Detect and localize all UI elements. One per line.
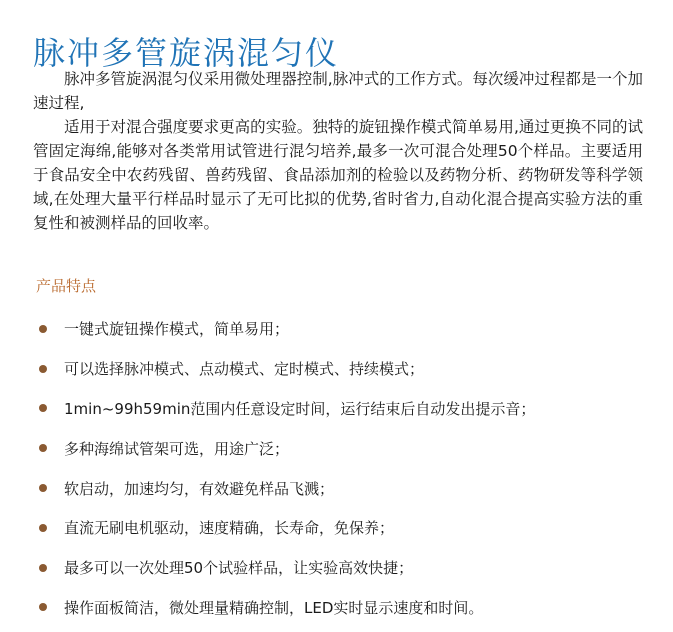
round-bullet-icon [39,325,47,333]
feature-item [0,349,673,389]
round-bullet-icon [39,564,47,572]
round-bullet-icon [39,365,47,373]
feature-item [0,428,673,468]
intro-paragraph: 脉冲多管旋涡混匀仪采用微处理器控制,脉冲式的工作方式。每次缓冲过程都是一个加速过程, [33,70,643,112]
feature-item [0,548,673,588]
feature-text: 可以选择脉冲模式、点动模式、定时模式、持续模式； [64,360,425,379]
features-list [0,309,673,627]
intro-text [33,67,643,235]
feature-item [0,389,673,429]
feature-text: 软启动，加速均匀，有效避免样品飞溅； [64,479,335,498]
feature-text: 一键式旋钮操作模式，简单易用； [64,320,290,339]
feature-item [0,309,673,349]
feature-item [0,468,673,508]
round-bullet-icon [39,603,47,611]
feature-text: 直流无刷电机驱动，速度精确，长寿命，免保养； [64,519,395,538]
feature-text: 1min~99h59min范围内任意设定时间，运行结束后自动发出提示音； [64,399,536,418]
feature-item [0,508,673,548]
intro-paragraph: 适用于对混合强度要求更高的实验。独特的旋钮操作模式简单易用,通过更换不同的试管固定海绵,能够对各类常用试管进行混匀培养,最多一次可混合处理50个样品。主要适用于食品安全中农药残留、兽药残留、食品添加剂的检验以及药物分析、药物研发等科学领域,在处理大量平行样品时显示了无可比拟的优势,省时省力,自动化混合提高实验方法的重复性和被测样品的回收率。 [33,118,643,232]
round-bullet-icon [39,444,47,452]
feature-text: 操作面板简洁，微处理量精确控制，LED实时显示速度和时间。 [64,598,484,617]
features-heading: 产品特点 [36,277,97,295]
round-bullet-icon [39,484,47,492]
page-title: 脉冲多管旋涡混匀仪 [33,34,340,73]
feature-text: 多种海绵试管架可选，用途广泛； [64,439,290,458]
round-bullet-icon [39,404,47,412]
feature-text: 最多可以一次处理50个试验样品，让实验高效快捷； [64,559,414,578]
feature-item [0,588,673,628]
round-bullet-icon [39,524,47,532]
